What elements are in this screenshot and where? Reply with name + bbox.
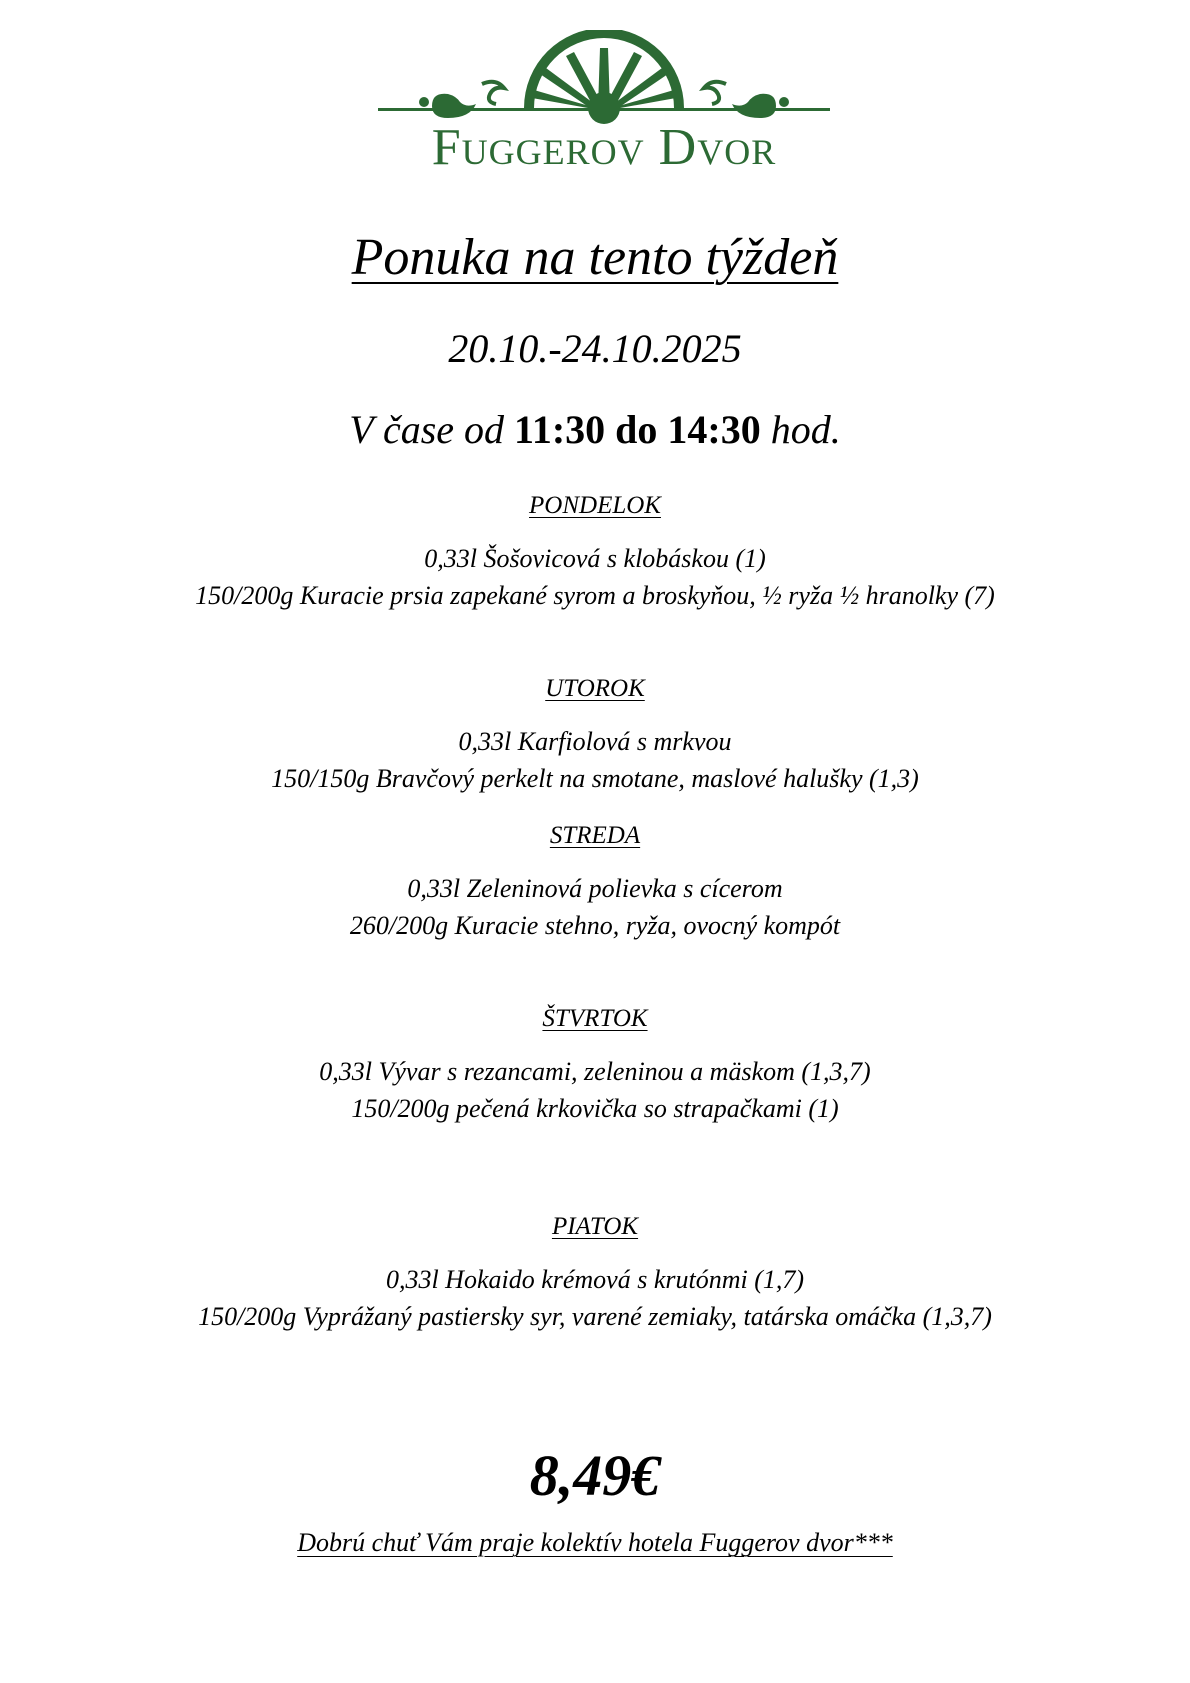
hours-to: 14:30	[667, 407, 761, 452]
hours-prefix: V čase od	[349, 407, 505, 452]
hours-suffix: hod.	[770, 407, 841, 452]
dish-friday-main: 150/200g Vyprážaný pastiersky syr, varené zemiaky, tatárska omáčka (1,3,7)	[198, 1302, 992, 1331]
day-heading-friday: PIATOK	[551, 1213, 639, 1240]
dish-tuesday-soup: 0,33l Karfiolová s mrkvou	[458, 727, 732, 756]
fuggerov-dvor-logo	[378, 30, 830, 190]
date-range: 20.10.-24.10.2025	[448, 326, 742, 371]
dish-thursday-main: 150/200g pečená krkovička so strapačkami (1)	[351, 1094, 839, 1123]
dish-thursday-soup: 0,33l Vývar s rezancami, zeleninou a mäskom (1,3,7)	[319, 1057, 871, 1086]
day-heading-thursday: ŠTVRTOK	[542, 1005, 648, 1032]
dish-monday-main: 150/200g Kuracie prsia zapekané syrom a broskyňou, ½ ryža ½ hranolky (7)	[195, 581, 995, 610]
dish-wednesday-soup: 0,33l Zeleninová polievka s cícerom	[407, 874, 783, 903]
day-heading-wednesday: STREDA	[549, 822, 641, 849]
day-heading-monday: PONDELOK	[529, 492, 661, 519]
day-heading-tuesday: UTOROK	[545, 675, 645, 702]
hours-from: 11:30	[514, 407, 606, 452]
dish-tuesday-main: 150/150g Bravčový perkelt na smotane, maslové halušky (1,3)	[271, 764, 919, 793]
footer-greeting: Dobrú chuť Vám praje kolektív hotela Fuggerov dvor***	[297, 1528, 893, 1557]
menu-price: 8,49€	[529, 1443, 661, 1508]
dish-monday-soup: 0,33l Šošovicová s klobáskou (1)	[424, 544, 766, 573]
logo-text: Fuggerov Dvor	[431, 119, 777, 176]
dish-wednesday-main: 260/200g Kuracie stehno, ryža, ovocný kompót	[349, 911, 841, 940]
page-title: Ponuka na tento týždeň	[351, 229, 839, 286]
serving-hours	[0, 406, 1190, 453]
hours-connector: do	[615, 407, 658, 452]
dish-friday-soup: 0,33l Hokaido krémová s krutónmi (1,7)	[385, 1265, 805, 1294]
